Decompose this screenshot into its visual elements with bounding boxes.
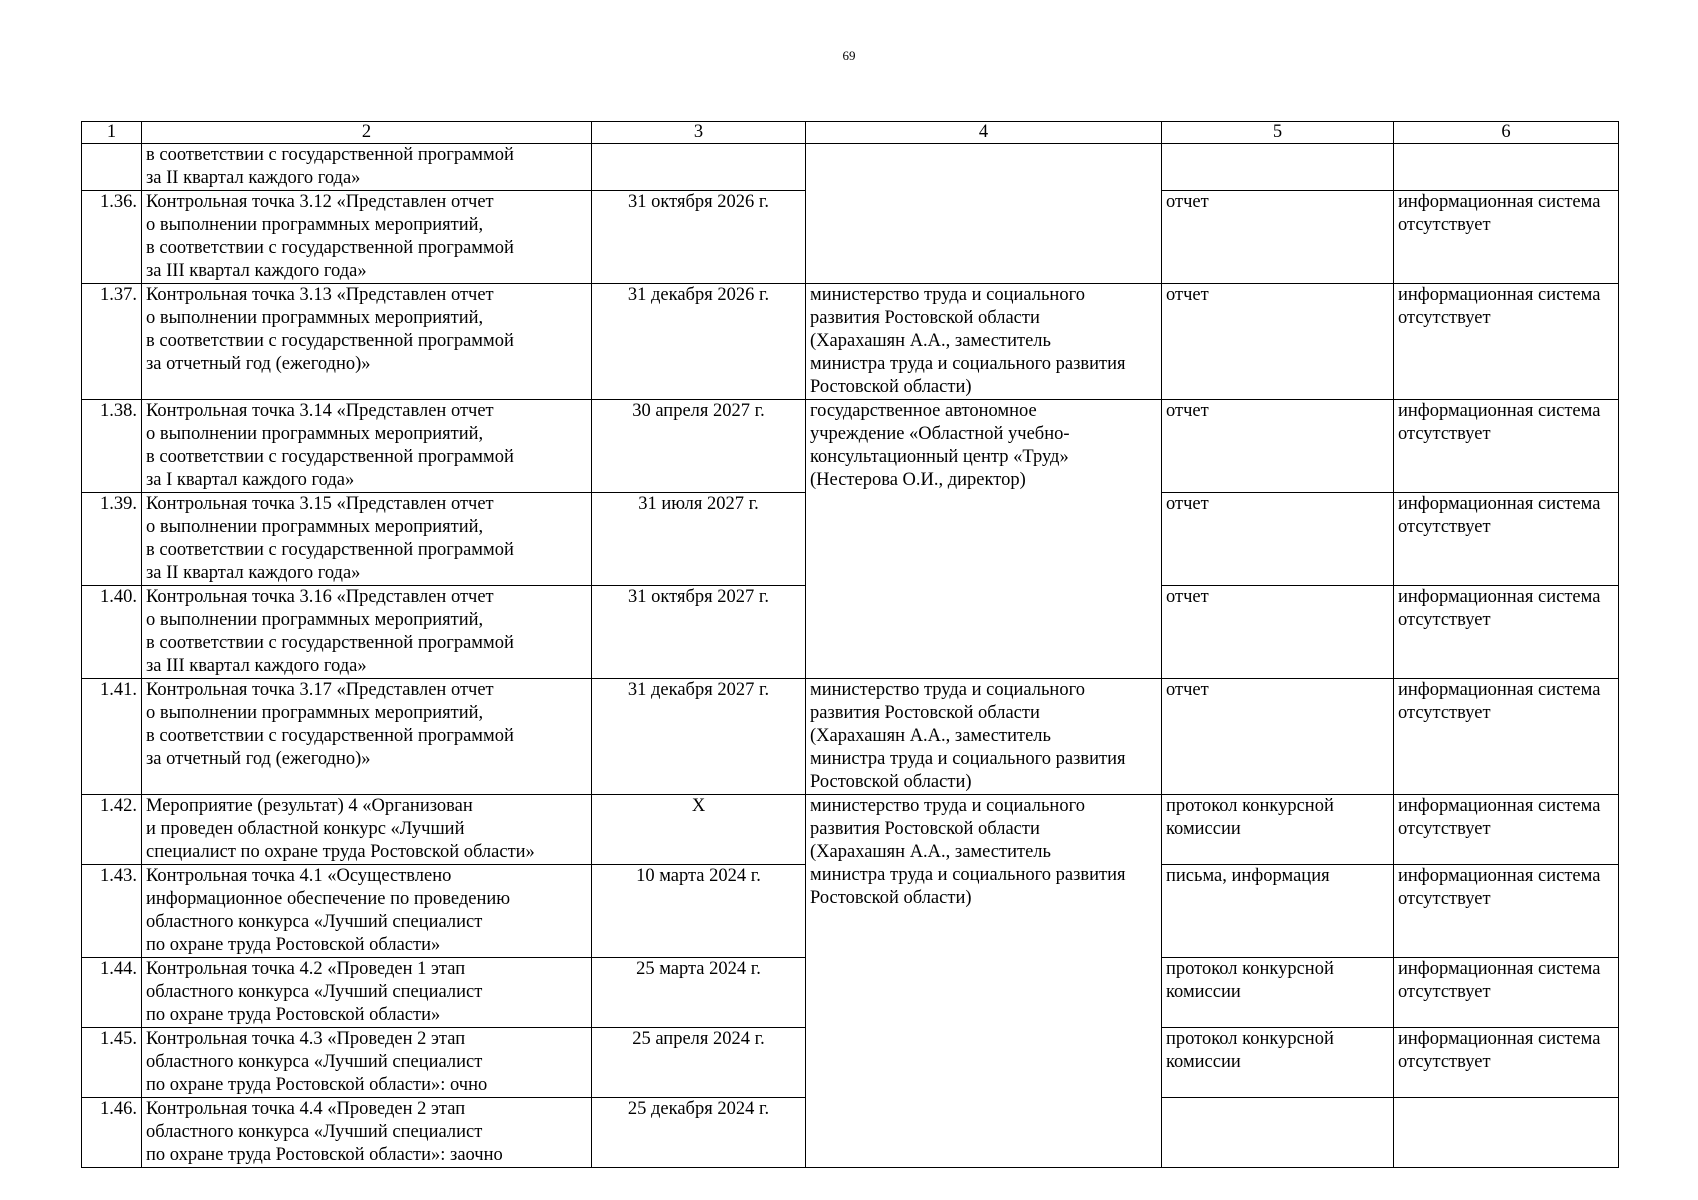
row-system: информационная система отсутствует [1394, 586, 1619, 679]
row-number: 1.42. [82, 795, 142, 865]
row-document: отчет [1162, 191, 1394, 284]
row-responsible: министерство труда и социального развития Ростовской области (Харахашян А.А., заместитель министра труда и социального развития Ростовской области) [806, 795, 1162, 1168]
row-number: 1.43. [82, 865, 142, 958]
column-header: 2 [142, 122, 592, 144]
row-number: 1.40. [82, 586, 142, 679]
column-header: 3 [592, 122, 806, 144]
row-name: Контрольная точка 3.15 «Представлен отчет о выполнении программных мероприятий, в соответствии с государственной программой за II квартал каждого года» [142, 493, 592, 586]
row-number: 1.36. [82, 191, 142, 284]
row-system: информационная система отсутствует [1394, 865, 1619, 958]
row-system: информационная система отсутствует [1394, 284, 1619, 400]
column-header: 4 [806, 122, 1162, 144]
row-date: X [592, 795, 806, 865]
row-document: отчет [1162, 586, 1394, 679]
row-document [1162, 1098, 1394, 1168]
row-system: информационная система отсутствует [1394, 1028, 1619, 1098]
table-row [82, 400, 1619, 493]
row-date: 31 июля 2027 г. [592, 493, 806, 586]
row-responsible: министерство труда и социального развития Ростовской области (Харахашян А.А., заместитель министра труда и социального развития Ростовской области) [806, 679, 1162, 795]
row-number: 1.38. [82, 400, 142, 493]
table-row [82, 144, 1619, 191]
row-system: информационная система отсутствует [1394, 679, 1619, 795]
row-date: 31 октября 2027 г. [592, 586, 806, 679]
column-header: 1 [82, 122, 142, 144]
row-system [1394, 1098, 1619, 1168]
row-date: 31 октября 2026 г. [592, 191, 806, 284]
row-name: Мероприятие (результат) 4 «Организован и проведен областной конкурс «Лучший специалист по охране труда Ростовской области» [142, 795, 592, 865]
row-system [1394, 144, 1619, 191]
row-number: 1.44. [82, 958, 142, 1028]
row-name: Контрольная точка 4.3 «Проведен 2 этап областного конкурса «Лучший специалист по охране труда Ростовской области»: очно [142, 1028, 592, 1098]
row-document [1162, 144, 1394, 191]
row-name: Контрольная точка 3.14 «Представлен отчет о выполнении программных мероприятий, в соответствии с государственной программой за I квартал каждого года» [142, 400, 592, 493]
row-date: 30 апреля 2027 г. [592, 400, 806, 493]
row-name: Контрольная точка 3.12 «Представлен отчет о выполнении программных мероприятий, в соответствии с государственной программой за III квартал каждого года» [142, 191, 592, 284]
row-system: информационная система отсутствует [1394, 795, 1619, 865]
row-number: 1.45. [82, 1028, 142, 1098]
row-document: протокол конкурсной комиссии [1162, 1028, 1394, 1098]
row-number: 1.37. [82, 284, 142, 400]
row-date [592, 144, 806, 191]
row-number [82, 144, 142, 191]
row-system: информационная система отсутствует [1394, 400, 1619, 493]
row-name: Контрольная точка 4.1 «Осуществлено информационное обеспечение по проведению областного конкурса «Лучший специалист по охране труда Ростовской области» [142, 865, 592, 958]
row-system: информационная система отсутствует [1394, 493, 1619, 586]
row-number: 1.39. [82, 493, 142, 586]
row-name: Контрольная точка 3.17 «Представлен отчет о выполнении программных мероприятий, в соответствии с государственной программой за отчетный год (ежегодно)» [142, 679, 592, 795]
row-name: в соответствии с государственной программой за II квартал каждого года» [142, 144, 592, 191]
row-document: протокол конкурсной комиссии [1162, 958, 1394, 1028]
row-name: Контрольная точка 4.4 «Проведен 2 этап областного конкурса «Лучший специалист по охране труда Ростовской области»: заочно [142, 1098, 592, 1168]
row-date: 31 декабря 2026 г. [592, 284, 806, 400]
row-system: информационная система отсутствует [1394, 191, 1619, 284]
control-points-table [81, 121, 1619, 1168]
row-name: Контрольная точка 4.2 «Проведен 1 этап областного конкурса «Лучший специалист по охране труда Ростовской области» [142, 958, 592, 1028]
row-name: Контрольная точка 3.16 «Представлен отчет о выполнении программных мероприятий, в соответствии с государственной программой за III квартал каждого года» [142, 586, 592, 679]
table-header-row [82, 122, 1619, 144]
row-name: Контрольная точка 3.13 «Представлен отчет о выполнении программных мероприятий, в соответствии с государственной программой за отчетный год (ежегодно)» [142, 284, 592, 400]
row-date: 31 декабря 2027 г. [592, 679, 806, 795]
row-date: 25 апреля 2024 г. [592, 1028, 806, 1098]
row-responsible: государственное автономное учреждение «Областной учебно- консультационный центр «Труд» (Нестерова О.И., директор) [806, 400, 1162, 679]
row-date: 25 марта 2024 г. [592, 958, 806, 1028]
row-number: 1.41. [82, 679, 142, 795]
row-date: 10 марта 2024 г. [592, 865, 806, 958]
row-system: информационная система отсутствует [1394, 958, 1619, 1028]
row-document: протокол конкурсной комиссии [1162, 795, 1394, 865]
column-header: 5 [1162, 122, 1394, 144]
row-responsible [806, 144, 1162, 284]
row-responsible: министерство труда и социального развития Ростовской области (Харахашян А.А., заместитель министра труда и социального развития Ростовской области) [806, 284, 1162, 400]
row-date: 25 декабря 2024 г. [592, 1098, 806, 1168]
row-document: отчет [1162, 400, 1394, 493]
table-row [82, 679, 1619, 795]
row-document: отчет [1162, 493, 1394, 586]
column-header: 6 [1394, 122, 1619, 144]
row-number: 1.46. [82, 1098, 142, 1168]
row-document: письма, информация [1162, 865, 1394, 958]
table-row [82, 795, 1619, 865]
table-row [82, 284, 1619, 400]
row-document: отчет [1162, 679, 1394, 795]
page-number: 69 [842, 48, 856, 63]
row-document: отчет [1162, 284, 1394, 400]
